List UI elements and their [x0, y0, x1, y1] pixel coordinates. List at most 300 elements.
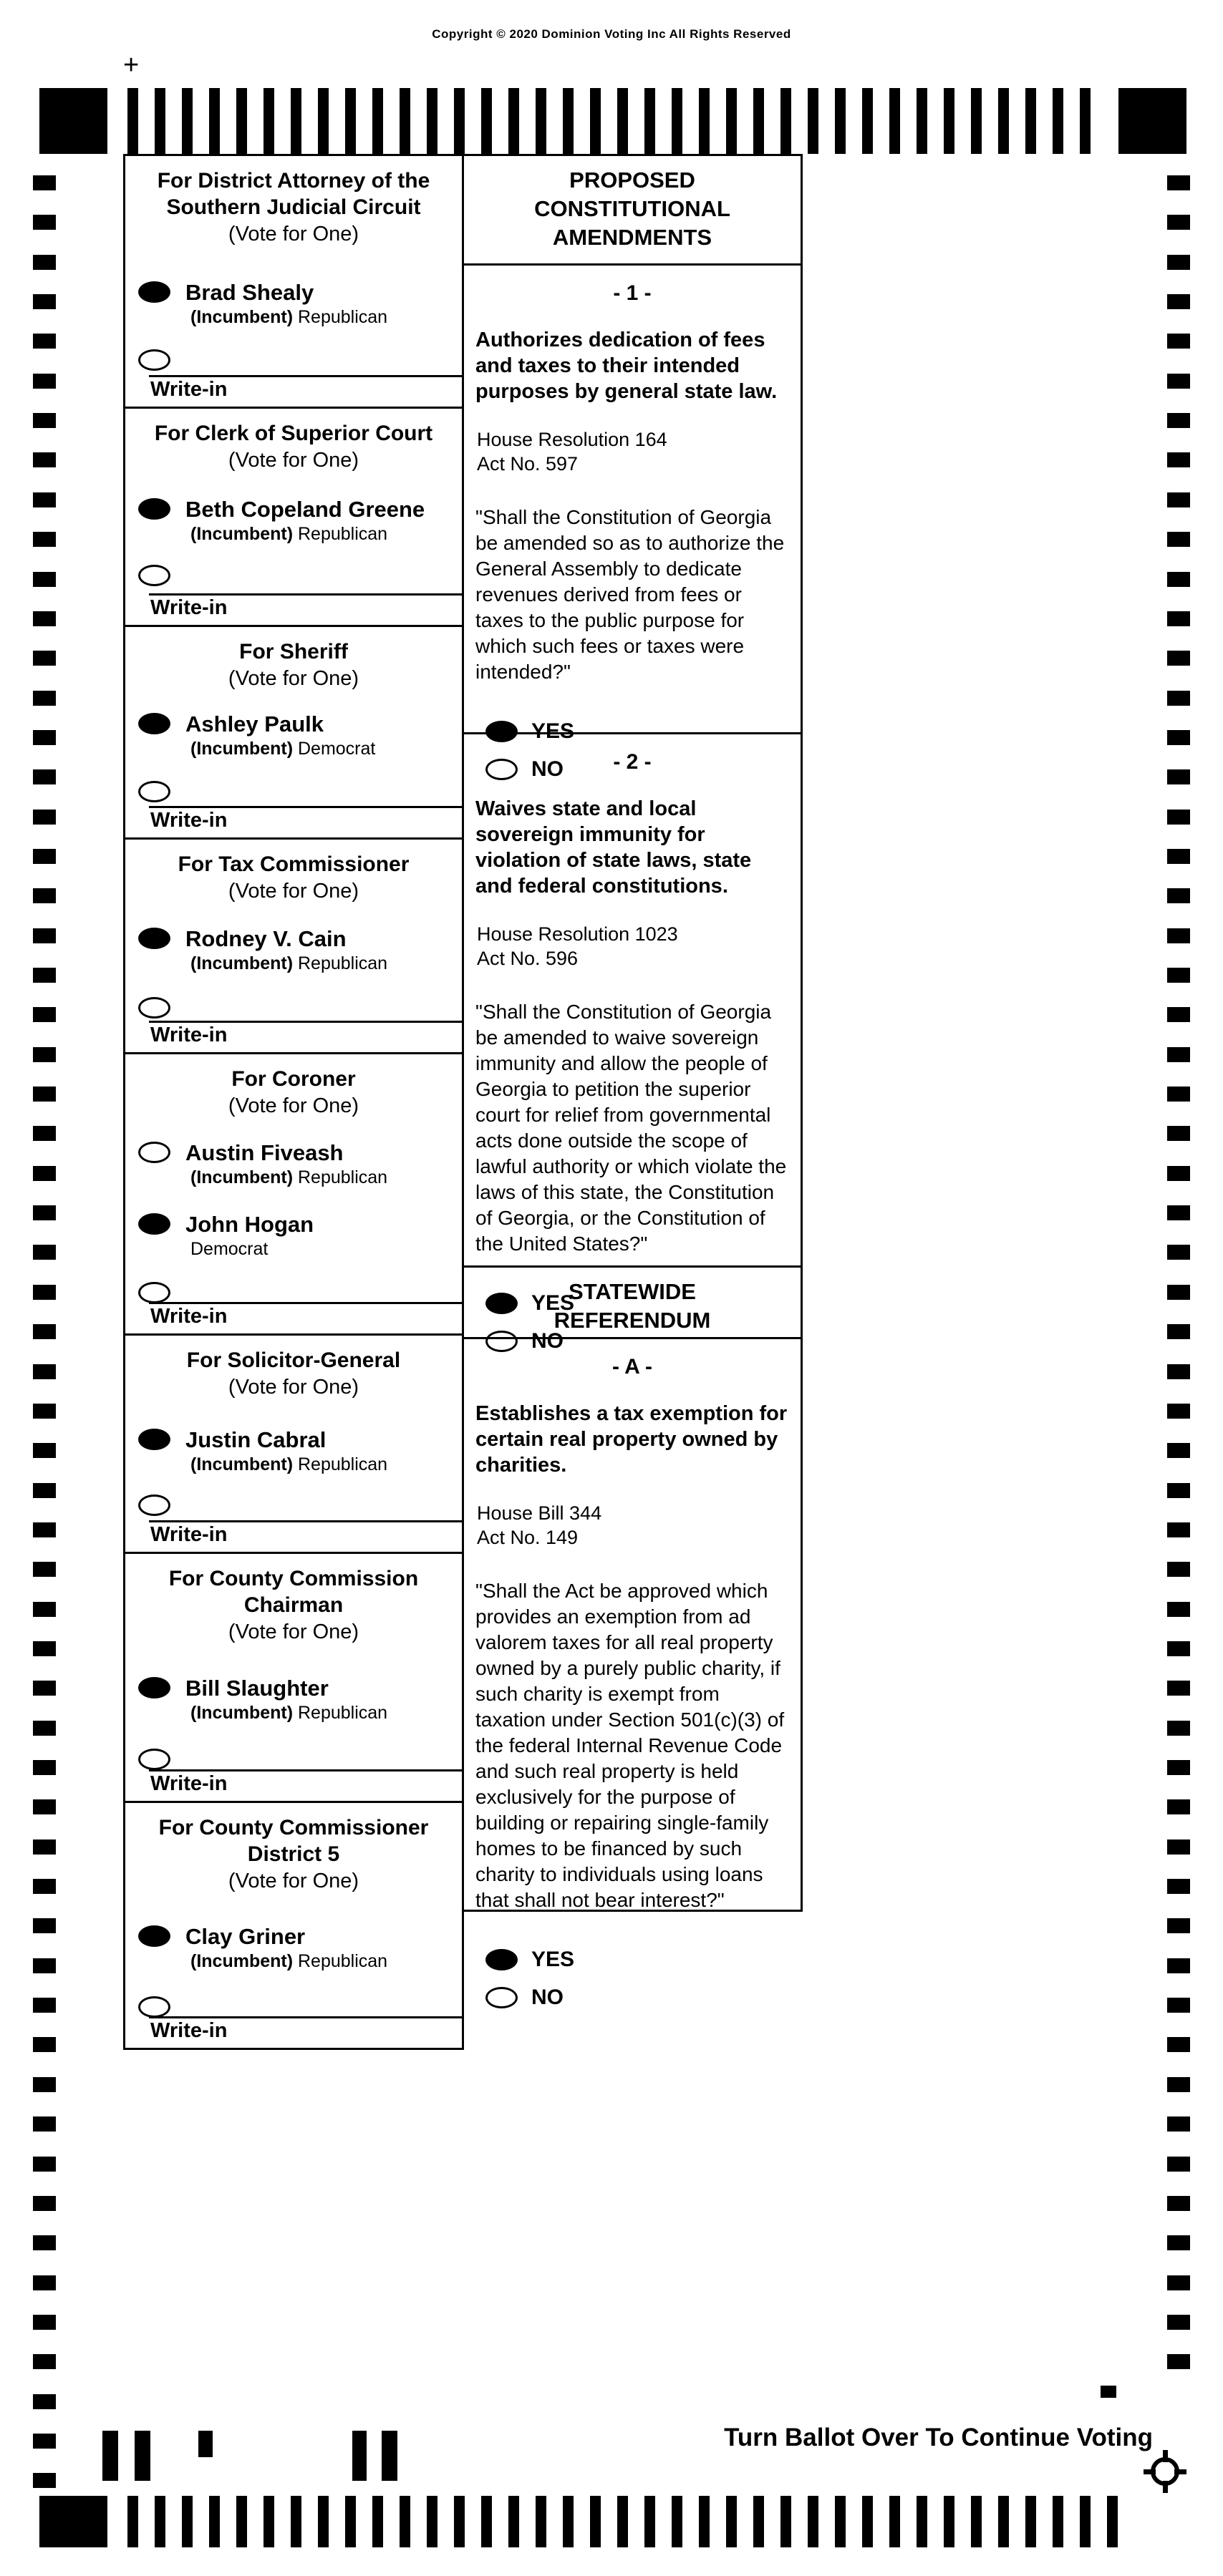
timing-tick — [33, 1721, 56, 1736]
timing-tick — [33, 2116, 56, 2132]
timing-tick — [33, 334, 56, 349]
timing-bar — [835, 2496, 846, 2547]
write-in-oval[interactable] — [138, 1749, 170, 1770]
timing-tick — [1167, 849, 1190, 864]
timing-bar — [508, 88, 519, 154]
timing-tick — [33, 1205, 56, 1220]
candidate-incumbent-label: (Incumbent) — [190, 1454, 294, 1474]
contest-title: District 5 — [247, 1842, 340, 1866]
ballot-style-mark — [1101, 2386, 1116, 2398]
timing-tick — [1167, 1998, 1190, 2013]
timing-bar — [780, 88, 791, 154]
timing-bar — [155, 88, 165, 154]
stub-bar — [102, 2431, 118, 2481]
timing-block — [39, 2496, 107, 2547]
candidate-incumbent-label: (Incumbent) — [190, 524, 294, 544]
timing-tick — [33, 1681, 56, 1696]
timing-bar — [808, 88, 818, 154]
timing-tick — [1167, 1007, 1190, 1022]
timing-bar — [264, 2496, 274, 2547]
measure-authority-group — [464, 427, 801, 476]
timing-tick — [1167, 452, 1190, 467]
timing-tick — [1167, 572, 1190, 587]
timing-tick — [33, 2077, 56, 2092]
contest-block — [125, 625, 462, 837]
timing-tick — [33, 1562, 56, 1577]
timing-bar — [944, 88, 954, 154]
timing-bar — [127, 88, 138, 154]
candidate-detail — [185, 306, 456, 328]
vote-for-instruction: (Vote for One) — [228, 223, 359, 246]
timing-bar — [590, 88, 601, 154]
candidate-name: Ashley Paulk — [185, 711, 324, 737]
candidate-text — [185, 711, 456, 759]
timing-bar — [291, 2496, 301, 2547]
measure-question: "Shall the Constitution of Georgia be amended to waive sovereign immunity and allow the people of Georgia to petition the superior court for relief from governmental acts done outside the scope of lawful authority or which violate the laws of this state, the Constitution of Georgia, or the Constitution of the United States?" — [475, 1001, 787, 1255]
timing-block — [1118, 88, 1186, 154]
write-in-option[interactable] — [149, 2016, 462, 2045]
timing-bar — [318, 2496, 329, 2547]
candidate-text — [185, 1140, 456, 1188]
candidate-oval[interactable] — [138, 1677, 170, 1698]
timing-bar — [672, 2496, 682, 2547]
candidate-incumbent-label: (Incumbent) — [190, 1703, 294, 1723]
contest-header — [125, 627, 462, 692]
timing-bar — [1053, 2496, 1063, 2547]
yes-label: YES — [531, 1291, 575, 1315]
timing-tick — [33, 1007, 56, 1022]
candidate-oval[interactable] — [138, 1213, 170, 1235]
measure-synopsis: Waives state and local sovereign immunity for violation of state laws, state and federal constitutions. — [475, 797, 752, 898]
candidate-oval[interactable] — [138, 1925, 170, 1947]
timing-tick — [33, 532, 56, 547]
candidate-detail — [185, 1238, 456, 1260]
timing-tick — [1167, 374, 1190, 389]
timing-marks-top — [0, 88, 1223, 154]
candidate-name: Austin Fiveash — [185, 1140, 344, 1165]
measure-question: "Shall the Constitution of Georgia be amended so as to authorize the General Assembly to dedicate revenues derived from fees or taxes to the public purpose for which such fees or taxes were intended?" — [475, 506, 785, 683]
timing-tick — [33, 888, 56, 903]
candidate-detail — [185, 1950, 456, 1972]
candidate-detail — [185, 1167, 456, 1188]
timing-tick — [1167, 968, 1190, 983]
timing-tick — [33, 1483, 56, 1498]
timing-bar — [1025, 2496, 1036, 2547]
measure-header-title: STATEWIDE — [569, 1279, 696, 1304]
candidate-name: Clay Griner — [185, 1924, 306, 1949]
candidate-incumbent-label: (Incumbent) — [190, 307, 294, 327]
timing-tick — [33, 215, 56, 230]
choice-option-yes — [485, 1945, 801, 1983]
timing-tick — [33, 2434, 56, 2449]
write-in-oval[interactable] — [138, 1996, 170, 2018]
timing-tick — [33, 2157, 56, 2172]
candidate-detail — [185, 738, 456, 759]
measure-choices — [464, 1945, 801, 2021]
measure-header-title: AMENDMENTS — [552, 225, 712, 250]
timing-tick — [1167, 691, 1190, 706]
candidate-oval[interactable] — [138, 928, 170, 949]
write-in-option[interactable] — [149, 806, 462, 835]
vote-for-instruction: (Vote for One) — [228, 880, 359, 903]
measure-authority-line: House Bill 344 — [477, 1502, 602, 1524]
contest-block — [125, 1801, 462, 2048]
contest-header — [125, 1554, 462, 1646]
write-in-oval[interactable] — [138, 781, 170, 802]
timing-bar — [944, 2496, 954, 2547]
contest-header — [125, 409, 462, 474]
contest-block — [125, 407, 462, 625]
timing-tick — [1167, 1404, 1190, 1419]
timing-bar — [372, 88, 383, 154]
contest-block — [125, 1333, 462, 1552]
timing-bar — [1107, 2496, 1118, 2547]
timing-tick — [33, 294, 56, 309]
timing-bar — [617, 88, 628, 154]
stub-bar — [352, 2431, 367, 2481]
timing-tick — [1167, 532, 1190, 547]
timing-bar — [835, 88, 846, 154]
candidate-party-label: Republican — [293, 1167, 388, 1187]
timing-bar — [699, 2496, 710, 2547]
timing-tick — [1167, 769, 1190, 784]
write-in-option[interactable] — [149, 1302, 462, 1331]
timing-tick — [1167, 1087, 1190, 1102]
timing-bar — [644, 2496, 655, 2547]
measure-authority-group — [464, 922, 801, 971]
no-oval[interactable] — [485, 1987, 518, 2008]
candidate-party-label: Republican — [293, 1951, 388, 1971]
timing-tick — [1167, 1562, 1190, 1577]
timing-bar — [563, 2496, 574, 2547]
timing-tick — [1167, 1443, 1190, 1458]
timing-bar — [481, 88, 492, 154]
candidate-oval[interactable] — [138, 498, 170, 520]
timing-tick — [33, 1364, 56, 1379]
timing-tick — [1167, 2116, 1190, 2132]
registration-target-icon — [1142, 2449, 1188, 2494]
timing-tick — [1167, 651, 1190, 666]
timing-tick — [33, 255, 56, 270]
measure-synopsis: Establishes a tax exemption for certain real property owned by charities. — [475, 1402, 788, 1477]
timing-tick — [1167, 1364, 1190, 1379]
timing-tick — [33, 968, 56, 983]
candidate-detail — [185, 953, 456, 974]
contest-header — [125, 1054, 462, 1119]
measure-authority-line: Act No. 597 — [477, 453, 579, 475]
timing-bar — [726, 2496, 737, 2547]
timing-bar — [427, 2496, 438, 2547]
measure-synopsis: Authorizes dedication of fees and taxes to their intended purposes by general state law. — [475, 329, 778, 403]
timing-bar — [971, 88, 982, 154]
candidate-oval[interactable] — [138, 713, 170, 734]
timing-tick — [1167, 928, 1190, 943]
measure-column-header — [464, 156, 801, 252]
candidate-option — [138, 1427, 456, 1475]
candidate-text — [185, 1924, 456, 1972]
contest-header — [125, 156, 462, 248]
timing-tick — [1167, 1879, 1190, 1894]
timing-bar — [1053, 88, 1063, 154]
contest-block — [125, 1552, 462, 1801]
write-in-label: Write-in — [150, 378, 228, 401]
timing-tick — [1167, 1483, 1190, 1498]
write-in-label: Write-in — [150, 1305, 228, 1328]
measure-section — [464, 1337, 801, 2009]
write-in-option[interactable] — [149, 375, 462, 404]
timing-bar — [808, 2496, 818, 2547]
turn-ballot-over-text: Turn Ballot Over To Continue Voting — [724, 2424, 1153, 2451]
timing-marks-bottom — [0, 2496, 1223, 2547]
timing-bar — [127, 2496, 138, 2547]
timing-bar — [862, 88, 873, 154]
timing-bar — [400, 2496, 410, 2547]
timing-tick — [33, 2037, 56, 2052]
candidate-incumbent-label: (Incumbent) — [190, 1951, 294, 1971]
timing-bar — [209, 88, 220, 154]
candidate-text — [185, 1676, 456, 1724]
timing-tick — [1167, 1602, 1190, 1617]
candidate-party-label: Republican — [293, 524, 388, 544]
timing-tick — [1167, 1681, 1190, 1696]
timing-tick — [1167, 1522, 1190, 1537]
yes-oval[interactable] — [485, 1949, 518, 1970]
candidate-option — [138, 1140, 456, 1188]
candidate-text — [185, 280, 456, 328]
candidate-party-label: Republican — [293, 1703, 388, 1723]
timing-tick — [33, 2235, 56, 2250]
timing-tick — [33, 1047, 56, 1062]
candidate-option — [138, 280, 456, 328]
write-in-label: Write-in — [150, 1772, 228, 1795]
timing-bar — [182, 2496, 193, 2547]
stub-bar — [198, 2431, 213, 2457]
contest-header — [125, 840, 462, 905]
write-in-option[interactable] — [149, 1520, 462, 1549]
timing-tick — [1167, 2196, 1190, 2211]
write-in-option[interactable] — [149, 593, 462, 622]
contest-header — [125, 1803, 462, 1895]
timing-bar — [889, 88, 900, 154]
candidate-party-label: Republican — [293, 307, 388, 327]
timing-tick — [1167, 1285, 1190, 1300]
candidate-name: Brad Shealy — [185, 280, 314, 305]
measure-section — [464, 156, 801, 263]
timing-tick — [33, 572, 56, 587]
candidate-party-label: Republican — [293, 1454, 388, 1474]
measure-authority-line: House Resolution 1023 — [477, 923, 678, 945]
timing-tick — [33, 1126, 56, 1141]
write-in-oval[interactable] — [138, 565, 170, 586]
write-in-oval[interactable] — [138, 349, 170, 371]
candidate-option — [138, 711, 456, 759]
timing-tick — [33, 691, 56, 706]
timing-bar — [236, 88, 247, 154]
contest-title: For Tax Commissioner — [178, 852, 410, 876]
measure-header-title: REFERENDUM — [554, 1308, 711, 1333]
timing-bar — [1080, 88, 1091, 154]
timing-block — [39, 88, 107, 154]
timing-tick — [1167, 1126, 1190, 1141]
stub-bar — [135, 2431, 150, 2481]
contest-title: For County Commissioner — [158, 1816, 429, 1839]
timing-tick — [33, 928, 56, 943]
timing-bar — [536, 88, 546, 154]
write-in-oval[interactable] — [138, 1282, 170, 1303]
candidate-text — [185, 1212, 456, 1260]
vote-for-instruction: (Vote for One) — [228, 1620, 359, 1643]
candidate-incumbent-label: (Incumbent) — [190, 1167, 294, 1187]
timing-tick — [1167, 2354, 1190, 2369]
timing-bar — [182, 88, 193, 154]
copyright-notice: Copyright © 2020 Dominion Voting Inc All Rights Reserved — [432, 27, 791, 41]
timing-tick — [1167, 1324, 1190, 1339]
timing-tick — [33, 1087, 56, 1102]
timing-tick — [33, 1839, 56, 1855]
candidate-oval[interactable] — [138, 281, 170, 303]
candidate-oval[interactable] — [138, 1429, 170, 1450]
timing-bar — [699, 88, 710, 154]
candidate-oval[interactable] — [138, 1142, 170, 1163]
timing-tick — [33, 2315, 56, 2330]
timing-bar — [209, 2496, 220, 2547]
timing-tick — [1167, 810, 1190, 825]
timing-bar — [400, 88, 410, 154]
write-in-label: Write-in — [150, 809, 228, 832]
write-in-option[interactable] — [149, 1021, 462, 1049]
timing-tick — [33, 1958, 56, 1973]
candidate-name: Justin Cabral — [185, 1427, 327, 1452]
timing-tick — [1167, 2275, 1190, 2290]
timing-tick — [1167, 334, 1190, 349]
timing-bar — [917, 2496, 927, 2547]
timing-tick — [33, 452, 56, 467]
timing-tick — [33, 1760, 56, 1775]
contest-title: Chairman — [243, 1593, 344, 1617]
write-in-option[interactable] — [149, 1769, 462, 1798]
timing-bar — [590, 2496, 601, 2547]
timing-bar — [998, 88, 1009, 154]
write-in-label: Write-in — [150, 596, 228, 619]
timing-tick — [33, 1324, 56, 1339]
timing-tick — [1167, 1958, 1190, 1973]
timing-bar — [889, 2496, 900, 2547]
timing-tick — [1167, 175, 1190, 190]
timing-tick — [33, 1522, 56, 1537]
timing-tick — [1167, 1760, 1190, 1775]
timing-tick — [33, 175, 56, 190]
timing-tick — [33, 1245, 56, 1260]
timing-bar — [753, 2496, 764, 2547]
contest-block — [125, 156, 462, 407]
no-label: NO — [531, 757, 564, 781]
measure-authority-line: Act No. 149 — [477, 1527, 579, 1548]
timing-bar — [454, 2496, 465, 2547]
candidate-name: Rodney V. Cain — [185, 926, 347, 951]
timing-tick — [33, 1918, 56, 1933]
timing-bar — [780, 2496, 791, 2547]
timing-tick — [33, 2354, 56, 2369]
timing-bar — [264, 88, 274, 154]
contest-title: For Clerk of Superior Court — [154, 422, 433, 445]
write-in-label: Write-in — [150, 1024, 228, 1046]
timing-tick — [1167, 1641, 1190, 1656]
timing-tick — [33, 1285, 56, 1300]
timing-bar — [481, 2496, 492, 2547]
timing-bar — [345, 2496, 356, 2547]
measure-number: - 1 - — [613, 281, 652, 305]
timing-bar — [644, 88, 655, 154]
measure-authority-line: House Resolution 164 — [477, 429, 667, 450]
vote-for-instruction: (Vote for One) — [228, 1870, 359, 1892]
timing-tick — [1167, 888, 1190, 903]
timing-bar — [345, 88, 356, 154]
timing-tick — [33, 2196, 56, 2211]
vote-for-instruction: (Vote for One) — [228, 1094, 359, 1117]
timing-tick — [1167, 2037, 1190, 2052]
measure-section — [464, 1265, 801, 1337]
timing-tick — [33, 730, 56, 745]
candidate-text — [185, 926, 456, 974]
timing-tick — [1167, 2315, 1190, 2330]
contest-title: Southern Judicial Circuit — [166, 195, 421, 219]
timing-bar — [726, 88, 737, 154]
write-in-oval[interactable] — [138, 997, 170, 1019]
timing-tick — [1167, 215, 1190, 230]
timing-tick — [33, 849, 56, 864]
timing-bar — [536, 2496, 546, 2547]
timing-bar — [508, 2496, 519, 2547]
write-in-label: Write-in — [150, 1523, 228, 1546]
timing-tick — [33, 2473, 56, 2488]
timing-tick — [1167, 730, 1190, 745]
timing-tick — [1167, 1166, 1190, 1181]
timing-bar — [672, 88, 682, 154]
timing-tick — [1167, 1047, 1190, 1062]
contest-header — [125, 1336, 462, 1401]
candidate-incumbent-label: (Incumbent) — [190, 953, 294, 973]
timing-bar — [617, 2496, 628, 2547]
timing-bar — [753, 88, 764, 154]
contest-column — [123, 154, 464, 2050]
timing-tick — [33, 769, 56, 784]
timing-tick — [33, 413, 56, 428]
timing-tick — [1167, 2157, 1190, 2172]
vote-for-instruction: (Vote for One) — [228, 449, 359, 472]
timing-tick — [33, 1602, 56, 1617]
timing-bar — [862, 2496, 873, 2547]
candidate-name: Bill Slaughter — [185, 1676, 329, 1701]
timing-tick — [1167, 1245, 1190, 1260]
contest-title: For Solicitor-General — [186, 1348, 401, 1372]
measure-header-title: PROPOSED — [569, 167, 695, 193]
timing-bar — [998, 2496, 1009, 2547]
write-in-oval[interactable] — [138, 1494, 170, 1516]
timing-bar — [1080, 2496, 1091, 2547]
contest-title: For District Attorney of the — [157, 169, 430, 193]
candidate-party-label: Republican — [293, 953, 388, 973]
timing-tick — [1167, 2077, 1190, 2092]
timing-tick — [33, 374, 56, 389]
timing-tick — [33, 1641, 56, 1656]
timing-tick — [1167, 255, 1190, 270]
no-label: NO — [531, 1986, 564, 2009]
timing-tick — [1167, 1721, 1190, 1736]
timing-tick — [33, 611, 56, 626]
vote-for-instruction: (Vote for One) — [228, 1376, 359, 1399]
contest-block — [125, 1052, 462, 1333]
timing-bar — [318, 88, 329, 154]
